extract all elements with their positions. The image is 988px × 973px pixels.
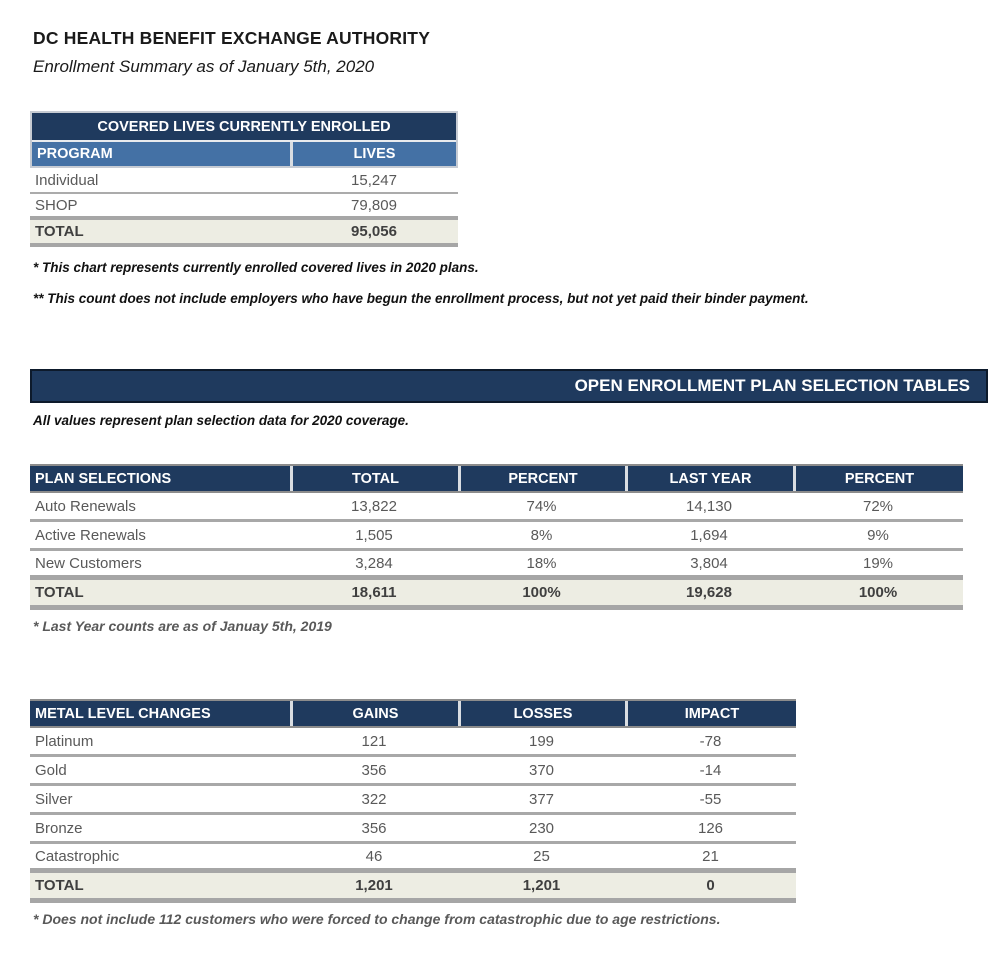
total-cell: 1,505 bbox=[355, 526, 393, 544]
row-label: New Customers bbox=[35, 554, 142, 572]
last-year-cell: 1,694 bbox=[690, 526, 728, 544]
table-row-silver bbox=[30, 786, 796, 815]
column-header-lives: LIVES bbox=[290, 142, 456, 166]
row-label: Catastrophic bbox=[35, 847, 120, 865]
losses-cell: 377 bbox=[528, 790, 555, 808]
lives-cell: 79,809 bbox=[351, 196, 397, 214]
section-banner bbox=[30, 369, 988, 403]
percent-cell: 74% bbox=[526, 497, 557, 515]
total-lives-cell: 95,056 bbox=[351, 223, 397, 240]
covered-lives-column-header-row bbox=[32, 140, 456, 166]
table-row-total bbox=[30, 580, 963, 610]
plan-selections-table bbox=[30, 464, 963, 610]
column-header-last-year: LAST YEAR bbox=[625, 466, 793, 491]
covered-lives-table-header bbox=[30, 111, 458, 168]
last-year-cell: 3,804 bbox=[690, 554, 728, 572]
total-cell: 3,284 bbox=[355, 554, 393, 572]
row-label: Gold bbox=[35, 761, 67, 779]
row-label: Active Renewals bbox=[35, 526, 146, 544]
last-year-cell: 14,130 bbox=[686, 497, 732, 515]
percent-cell: 100% bbox=[522, 584, 561, 601]
table-row-individual bbox=[30, 168, 458, 194]
section-note: All values represent plan selection data for 2020 coverage. bbox=[33, 413, 409, 428]
gains-cell: 121 bbox=[361, 732, 387, 750]
impact-cell: -78 bbox=[699, 732, 722, 750]
metal-level-header-row bbox=[30, 699, 796, 728]
row-label: Auto Renewals bbox=[35, 497, 136, 515]
table-row-new-customers bbox=[30, 551, 963, 580]
plan-selections-header-row bbox=[30, 464, 963, 493]
last-year-cell: 19,628 bbox=[686, 584, 732, 601]
column-header-gains: GAINS bbox=[290, 701, 458, 726]
gains-cell: 356 bbox=[361, 761, 387, 779]
losses-cell: 1,201 bbox=[522, 877, 561, 894]
losses-cell: 230 bbox=[528, 819, 555, 837]
lives-cell: 15,247 bbox=[351, 171, 397, 189]
impact-cell: 21 bbox=[702, 847, 719, 865]
row-label: Platinum bbox=[35, 732, 94, 750]
covered-lives-table bbox=[30, 111, 458, 247]
table-row-catastrophic bbox=[30, 844, 796, 873]
page-subtitle: Enrollment Summary as of January 5th, 2020 bbox=[33, 57, 375, 76]
footnote-plan-selections: * Last Year counts are as of Januay 5th, 2019 bbox=[33, 618, 332, 634]
total-label: TOTAL bbox=[35, 584, 84, 601]
percent-cell: 18% bbox=[526, 554, 557, 572]
total-cell: 13,822 bbox=[351, 497, 397, 515]
table-row-platinum bbox=[30, 728, 796, 757]
losses-cell: 25 bbox=[533, 847, 550, 865]
column-header-program: PROGRAM bbox=[37, 146, 113, 162]
losses-cell: 199 bbox=[528, 732, 555, 750]
column-header-percent: PERCENT bbox=[458, 466, 625, 491]
table-row-shop bbox=[30, 194, 458, 220]
row-label: Silver bbox=[35, 790, 73, 808]
program-cell: SHOP bbox=[35, 196, 78, 214]
impact-cell: -14 bbox=[699, 761, 722, 779]
total-cell: 18,611 bbox=[351, 584, 397, 601]
table-row-total bbox=[30, 873, 796, 903]
column-header-losses: LOSSES bbox=[458, 701, 625, 726]
column-header-total: TOTAL bbox=[290, 466, 458, 491]
total-label: TOTAL bbox=[35, 877, 84, 894]
impact-cell: -55 bbox=[699, 790, 722, 808]
total-label: TOTAL bbox=[35, 223, 84, 240]
section-banner-title: OPEN ENROLLMENT PLAN SELECTION TABLES bbox=[574, 376, 970, 395]
column-header-last-year-percent: PERCENT bbox=[793, 466, 963, 491]
percent-cell: 8% bbox=[530, 526, 553, 544]
metal-level-changes-table bbox=[30, 699, 796, 903]
last-year-percent-cell: 100% bbox=[858, 584, 898, 601]
impact-cell: 126 bbox=[697, 819, 724, 837]
table-row-auto-renewals bbox=[30, 493, 963, 522]
impact-cell: 0 bbox=[706, 877, 715, 894]
gains-cell: 46 bbox=[365, 847, 383, 865]
last-year-percent-cell: 9% bbox=[867, 526, 889, 544]
table-row-total bbox=[30, 220, 458, 247]
gains-cell: 356 bbox=[361, 819, 387, 837]
last-year-percent-cell: 72% bbox=[862, 497, 894, 515]
column-header-metal-level-changes: METAL LEVEL CHANGES bbox=[35, 705, 211, 722]
gains-cell: 322 bbox=[361, 790, 387, 808]
row-label: Bronze bbox=[35, 819, 83, 837]
table-row-active-renewals bbox=[30, 522, 963, 551]
footnote-metal-level: * Does not include 112 customers who were forced to change from catastrophic due to age restrictions. bbox=[33, 911, 721, 927]
footnote-covered-lives-2: ** This count does not include employers who have begun the enrollment process, but not yet paid their binder payment. bbox=[33, 291, 809, 306]
footnote-covered-lives-1: * This chart represents currently enrolled covered lives in 2020 plans. bbox=[33, 260, 479, 275]
covered-lives-table-title: COVERED LIVES CURRENTLY ENROLLED bbox=[32, 113, 456, 140]
column-header-plan-selections: PLAN SELECTIONS bbox=[35, 470, 172, 487]
document-page bbox=[0, 28, 988, 927]
table-row-bronze bbox=[30, 815, 796, 844]
gains-cell: 1,201 bbox=[355, 877, 393, 894]
page-title: DC HEALTH BENEFIT EXCHANGE AUTHORITY bbox=[33, 28, 431, 48]
last-year-percent-cell: 19% bbox=[862, 554, 894, 572]
losses-cell: 370 bbox=[528, 761, 555, 779]
program-cell: Individual bbox=[35, 171, 99, 189]
table-row-gold bbox=[30, 757, 796, 786]
column-header-impact: IMPACT bbox=[625, 701, 796, 726]
